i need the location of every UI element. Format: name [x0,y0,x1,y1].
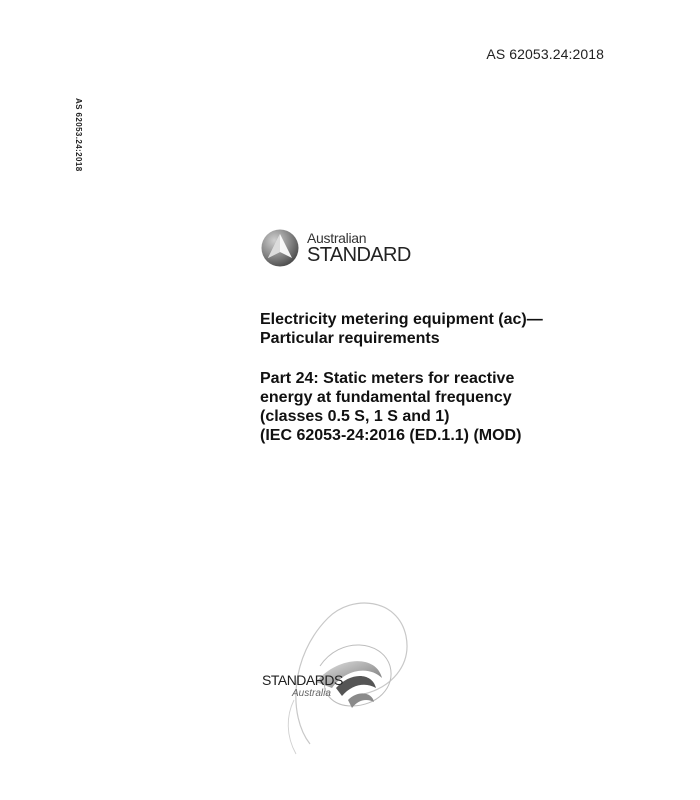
australian-standard-logo [260,228,420,270]
brand-line-standard: STANDARD [307,244,411,266]
title-line: Electricity metering equipment (ac)— [260,311,543,328]
title-line: Particular requirements [260,330,440,347]
subtitle-line: (IEC 62053-24:2016 (ED.1.1) (MOD) [260,427,522,444]
brand-line-australian: Australian [307,230,367,246]
subtitle-line: (classes 0.5 S, 1 S and 1) [260,408,450,425]
subtitle-line: energy at fundamental frequency [260,389,512,406]
standard-logo-icon [260,228,300,268]
publisher-sub: Australia [292,688,331,699]
document-subtitle [260,369,680,445]
spine-label: AS 62053.24:2018 [74,98,83,172]
subtitle-line: Part 24: Static meters for reactive [260,370,515,387]
document-id: AS 62053.24:2018 [486,46,604,62]
standards-australia-logo [262,672,362,712]
document-title [260,310,660,348]
publisher-name: STANDARDS [262,672,343,688]
